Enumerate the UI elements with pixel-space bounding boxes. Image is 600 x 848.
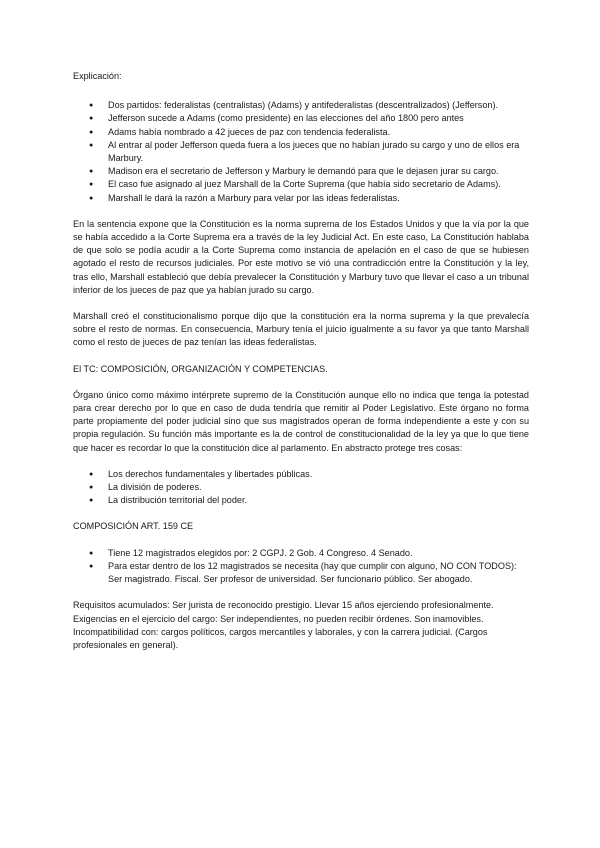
list-item: ● Madison era el secretario de Jefferson y Marbury le demandó para que le dejasen jurar su cargo. — [73, 165, 529, 178]
explicacion-heading: Explicación: — [73, 71, 122, 81]
document-page — [73, 70, 529, 652]
list-item: ● Tiene 12 magistrados elegidos por: 2 CGPJ. 2 Gob. 4 Congreso. 4 Senado. — [73, 547, 529, 560]
list-item: ● Adams había nombrado a 42 jueces de paz con tendencia federalista. — [73, 126, 529, 139]
marshall-paragraph: Marshall creó el constitucionalismo porque dijo que la constitución era la norma suprema y la que prevalecía sobre el resto de normas. En consecuencia, Marbury tenía el juicio igualmente a su favor ya que tanto Marshall como el resto de jueces de paz tenían las ideas federalistas. — [73, 311, 529, 348]
tc-heading: El TC: COMPOSICIÓN, ORGANIZACIÓN Y COMPETENCIAS. — [73, 363, 328, 374]
composicion-heading: COMPOSICIÓN ART. 159 CE — [73, 521, 194, 532]
requisitos-paragraph: Requisitos acumulados: Ser jurista de reconocido prestigio. Llevar 15 años ejerciendo profesionalmente. — [73, 600, 494, 611]
list-item: ● Al entrar al poder Jefferson queda fuera a los jueces que no habían jurado su cargo y uno de ellos era Marbury. — [73, 139, 529, 165]
composicion-bullet-list — [73, 547, 529, 587]
spacer — [73, 83, 529, 99]
protege-bullet-list — [73, 468, 529, 508]
spacer — [73, 586, 529, 599]
spacer — [73, 507, 529, 520]
spacer — [73, 534, 529, 547]
spacer — [73, 376, 529, 389]
list-item: ● Los derechos fundamentales y libertades públicas. — [73, 468, 529, 481]
explicacion-bullet-list — [73, 99, 529, 205]
spacer — [73, 350, 529, 363]
sentencia-paragraph: En la sentencia expone que la Constitución es la norma suprema de los Estados Unidos y que la vía por la que se había accedido a la Corte Suprema era a través de la ley Judicial Act. En este caso, La Constitución hablaba de que solo se podía acudir a la Corte Suprema como instancia de apelación en el caso de que se hubiesen agotado el resto de recursos judiciales. Por este motivo se vió una contradicción entre la Constitución y la ley, tras ello, Marshall estableció que debía prevalecer la Constitución y Marbury tuvo que llevar el caso a un tribunal inferior de los jueces de paz que ya habían jurado su cargo. — [73, 218, 529, 295]
list-item: ● Para estar dentro de los 12 magistrados se necesita (hay que cumplir con alguno, NO CON TODOS): Ser magistrado. Fiscal. Ser profesor de universidad. Ser funcionario público. Ser abogado. — [73, 560, 529, 586]
spacer — [73, 297, 529, 310]
spacer — [73, 205, 529, 218]
list-item: ● Marshall le dará la razón a Marbury para velar por las ideas federalistas. — [73, 192, 529, 205]
list-item: ● Dos partidos: federalistas (centralistas) (Adams) y antifederalistas (descentralizados) (Jefferson). — [73, 99, 529, 112]
list-item: ● La distribución territorial del poder. — [73, 494, 529, 507]
list-item: ● Jefferson sucede a Adams (como presidente) en las elecciones del año 1800 pero antes — [73, 112, 529, 125]
exigencias-paragraph: Exigencias en el ejercicio del cargo: Ser independientes, no pueden recibir órdenes. Son inamovibles. Incompatibilidad con: cargos políticos, cargos mercantiles y laborales, y con la carrera judicial. (Cargos profesionales en general). — [73, 613, 488, 650]
spacer — [73, 455, 529, 468]
list-item: ● La división de poderes. — [73, 481, 529, 494]
organo-paragraph: Órgano único como máximo intérprete supremo de la Constitución aunque ello no indica que tenga la potestad para crear derecho por lo que en caso de duda tendría que remitir al Poder Legislativo. Este órgano no forma parte propiamente del poder judicial sino que sus magistrados operan de forma independiente a este y con su propia regulación. Su función más importante es la de control de constitucionalidad de la ley ya que lo que tiene que hacer es recordar lo que la constitución dice al parlamento. En abstracto protege tres cosas: — [73, 389, 529, 453]
list-item: ● El caso fue asignado al juez Marshall de la Corte Suprema (que había sido secretario de Adams). — [73, 178, 529, 191]
